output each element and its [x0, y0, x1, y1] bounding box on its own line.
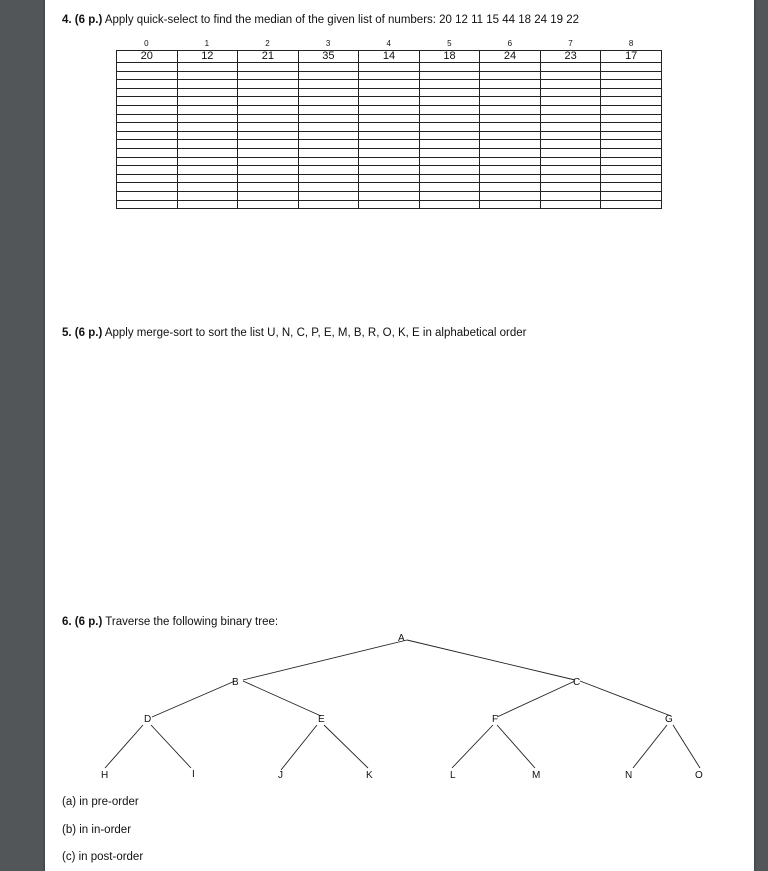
empty-cell: [601, 131, 662, 140]
empty-cell: [117, 97, 178, 106]
table-row: [117, 80, 662, 89]
empty-cell: [540, 131, 601, 140]
empty-cell: [480, 123, 541, 132]
empty-cell: [540, 157, 601, 166]
empty-cell: [177, 88, 238, 97]
empty-cell: [601, 97, 662, 106]
empty-cell: [359, 131, 420, 140]
empty-cell: [359, 191, 420, 200]
empty-cell: [117, 71, 178, 80]
table-row: [117, 174, 662, 183]
empty-cell: [480, 131, 541, 140]
empty-cell: [177, 105, 238, 114]
empty-cell: [238, 71, 299, 80]
empty-cell: [359, 174, 420, 183]
empty-cell: [480, 105, 541, 114]
empty-cell: [177, 97, 238, 106]
q5-points: 6 p: [78, 327, 96, 339]
empty-cell: [419, 157, 480, 166]
empty-cell: [601, 88, 662, 97]
empty-cell: [177, 157, 238, 166]
empty-cell: [540, 200, 601, 209]
table-row: [117, 157, 662, 166]
empty-cell: [298, 191, 359, 200]
table-row: [117, 148, 662, 157]
empty-cell: [480, 80, 541, 89]
question-5-heading: 5. (6 p.) Apply merge-sort to sort the list U, N, C, P, E, M, B, R, O, K, E in alphabetical order: [62, 327, 527, 339]
q6-points: 6 p: [78, 616, 96, 628]
tree-node-n: N: [625, 770, 633, 781]
empty-cell: [601, 191, 662, 200]
empty-cell: [480, 88, 541, 97]
empty-cell: [298, 183, 359, 192]
q4-text: Apply quick-select to find the median of the given list of numbers: 20 12 11 15 44 18 24 19 22: [104, 14, 579, 26]
empty-cell: [359, 88, 420, 97]
table-cell: 21: [238, 51, 299, 63]
empty-cell: [177, 71, 238, 80]
traversal-part-a: (a) in pre-order: [62, 796, 139, 808]
tree-node-k: K: [366, 770, 373, 781]
empty-cell: [359, 105, 420, 114]
empty-cell: [480, 200, 541, 209]
empty-cell: [177, 200, 238, 209]
empty-cell: [117, 131, 178, 140]
empty-cell: [419, 63, 480, 72]
q5-text: Apply merge-sort to sort the list U, N, C, P, E, M, B, R, O, K, E in alphabetical order: [104, 327, 527, 339]
empty-cell: [177, 131, 238, 140]
empty-cell: [238, 105, 299, 114]
index-row: [116, 39, 662, 49]
empty-cell: [238, 174, 299, 183]
empty-cell: [177, 183, 238, 192]
empty-cell: [419, 88, 480, 97]
empty-cell: [540, 148, 601, 157]
empty-cell: [238, 200, 299, 209]
table-row: [117, 97, 662, 106]
empty-cell: [117, 191, 178, 200]
empty-cell: [540, 97, 601, 106]
tree-edge: [673, 725, 700, 768]
tree-node-b: B: [232, 677, 239, 688]
empty-cell: [540, 123, 601, 132]
empty-cell: [359, 148, 420, 157]
tree-node-a: A: [398, 633, 405, 644]
traversal-part-b: (b) in in-order: [62, 824, 132, 836]
empty-cell: [419, 200, 480, 209]
empty-cell: [540, 63, 601, 72]
empty-cell: [298, 123, 359, 132]
index-label: 3: [325, 39, 331, 48]
empty-cell: [480, 63, 541, 72]
empty-cell: [238, 63, 299, 72]
empty-cell: [419, 148, 480, 157]
empty-cell: [359, 166, 420, 175]
tree-edge: [151, 725, 191, 768]
empty-cell: [238, 183, 299, 192]
empty-cell: [298, 71, 359, 80]
empty-cell: [117, 148, 178, 157]
empty-cell: [601, 200, 662, 209]
empty-cell: [601, 140, 662, 149]
empty-cell: [419, 191, 480, 200]
empty-cell: [298, 114, 359, 123]
empty-cell: [359, 97, 420, 106]
empty-cell: [117, 183, 178, 192]
empty-cell: [419, 71, 480, 80]
empty-cell: [480, 174, 541, 183]
empty-cell: [177, 148, 238, 157]
q4-points: 6 p: [78, 14, 96, 26]
q5-number: 5.: [62, 327, 72, 339]
index-label: 4: [386, 39, 391, 48]
empty-cell: [540, 114, 601, 123]
table-cell: 24: [480, 51, 541, 63]
tree-node-c: C: [573, 677, 581, 688]
quickselect-table: [116, 50, 662, 209]
empty-cell: [177, 191, 238, 200]
empty-cell: [601, 71, 662, 80]
tree-edge: [497, 681, 575, 717]
empty-cell: [480, 191, 541, 200]
table-row: [117, 191, 662, 200]
empty-cell: [419, 123, 480, 132]
empty-cell: [601, 63, 662, 72]
empty-cell: [177, 63, 238, 72]
empty-cell: [117, 123, 178, 132]
empty-cell: [238, 80, 299, 89]
empty-cell: [298, 140, 359, 149]
empty-cell: [540, 80, 601, 89]
empty-cell: [177, 80, 238, 89]
table-row: [117, 140, 662, 149]
tree-node-g: G: [665, 714, 673, 725]
empty-cell: [238, 123, 299, 132]
tree-edge: [452, 725, 493, 768]
empty-cell: [177, 174, 238, 183]
empty-cell: [601, 123, 662, 132]
empty-cell: [540, 166, 601, 175]
empty-cell: [480, 71, 541, 80]
table-row: [117, 51, 662, 63]
question-4-heading: 4. (6 p.) Apply quick-select to find the median of the given list of numbers: 20 12 11 15 44 18 24 19 22: [62, 14, 579, 26]
empty-cell: [359, 140, 420, 149]
empty-cell: [298, 131, 359, 140]
q6-text: Traverse the following binary tree:: [105, 616, 279, 628]
empty-cell: [238, 166, 299, 175]
empty-cell: [419, 105, 480, 114]
table-row: [117, 88, 662, 97]
empty-cell: [419, 80, 480, 89]
empty-cell: [298, 166, 359, 175]
tree-edge: [407, 640, 575, 680]
empty-cell: [177, 114, 238, 123]
tree-node-d: D: [144, 714, 152, 725]
empty-cell: [298, 148, 359, 157]
empty-cell: [601, 148, 662, 157]
q4-number: 4.: [62, 14, 72, 26]
empty-cell: [359, 183, 420, 192]
tree-edge: [243, 681, 321, 716]
question-6-heading: 6. (6 p.) Traverse the following binary tree:: [62, 616, 279, 628]
empty-cell: [601, 183, 662, 192]
table-cell: 14: [359, 51, 420, 63]
table-cell: 20: [117, 51, 178, 63]
empty-cell: [480, 183, 541, 192]
empty-cell: [117, 63, 178, 72]
empty-cell: [419, 174, 480, 183]
empty-cell: [419, 114, 480, 123]
table-cell: 18: [419, 51, 480, 63]
table-cell: 12: [177, 51, 238, 63]
tree-node-m: M: [532, 770, 541, 781]
table-row: [117, 123, 662, 132]
tree-edge: [497, 725, 535, 768]
index-label: 7: [568, 39, 573, 48]
empty-cell: [419, 97, 480, 106]
empty-cell: [540, 191, 601, 200]
empty-cell: [359, 200, 420, 209]
tree-edge: [580, 681, 671, 716]
tree-node-l: L: [450, 770, 456, 781]
index-label: 0: [144, 39, 149, 48]
empty-cell: [117, 166, 178, 175]
traversal-part-c: (c) in post-order: [62, 851, 144, 863]
empty-cell: [298, 157, 359, 166]
empty-cell: [238, 191, 299, 200]
tree-node-i: I: [192, 769, 195, 780]
empty-cell: [480, 114, 541, 123]
empty-cell: [238, 148, 299, 157]
tree-edge: [633, 725, 667, 768]
table-row: [117, 183, 662, 192]
empty-cell: [177, 140, 238, 149]
empty-cell: [359, 80, 420, 89]
empty-cell: [298, 63, 359, 72]
empty-cell: [540, 71, 601, 80]
empty-cell: [601, 80, 662, 89]
index-label: 1: [204, 39, 210, 48]
empty-cell: [298, 88, 359, 97]
binary-tree-diagram: [45, 620, 754, 790]
empty-cell: [480, 148, 541, 157]
empty-cell: [298, 80, 359, 89]
empty-cell: [238, 140, 299, 149]
empty-cell: [601, 114, 662, 123]
empty-cell: [540, 105, 601, 114]
tree-node-o: O: [695, 770, 703, 781]
empty-cell: [601, 174, 662, 183]
empty-cell: [419, 183, 480, 192]
empty-cell: [117, 105, 178, 114]
document-page: [45, 0, 754, 871]
empty-cell: [601, 105, 662, 114]
empty-cell: [298, 105, 359, 114]
empty-cell: [419, 140, 480, 149]
tree-edge: [324, 725, 368, 768]
empty-cell: [359, 71, 420, 80]
table-row: [117, 166, 662, 175]
table-cell: 35: [298, 51, 359, 63]
empty-cell: [359, 114, 420, 123]
empty-cell: [298, 174, 359, 183]
tree-edge: [105, 725, 143, 768]
empty-cell: [601, 157, 662, 166]
empty-cell: [238, 131, 299, 140]
index-label: 2: [265, 39, 270, 48]
empty-cell: [117, 114, 178, 123]
empty-cell: [540, 183, 601, 192]
q6-number: 6.: [62, 616, 72, 628]
empty-cell: [177, 123, 238, 132]
tree-edge: [281, 725, 317, 770]
tree-edge: [152, 681, 235, 717]
tree-edge: [243, 640, 407, 680]
empty-cell: [117, 80, 178, 89]
index-label: 6: [507, 39, 513, 48]
empty-cell: [117, 200, 178, 209]
empty-cell: [238, 88, 299, 97]
empty-cell: [117, 88, 178, 97]
tree-node-f: F: [492, 714, 499, 725]
empty-cell: [238, 114, 299, 123]
empty-cell: [238, 157, 299, 166]
empty-cell: [117, 140, 178, 149]
empty-cell: [480, 140, 541, 149]
empty-cell: [177, 166, 238, 175]
table-row: [117, 105, 662, 114]
table-row: [117, 63, 662, 72]
empty-cell: [540, 174, 601, 183]
empty-cell: [419, 131, 480, 140]
table-row: [117, 131, 662, 140]
empty-cell: [480, 157, 541, 166]
empty-cell: [480, 97, 541, 106]
table-row: [117, 71, 662, 80]
index-label: 5: [447, 39, 452, 48]
empty-cell: [117, 157, 178, 166]
empty-cell: [359, 123, 420, 132]
table-cell: 23: [540, 51, 601, 63]
tree-node-e: E: [318, 714, 325, 725]
empty-cell: [419, 166, 480, 175]
empty-cell: [540, 140, 601, 149]
empty-cell: [359, 157, 420, 166]
table-row: [117, 200, 662, 209]
index-label: 8: [628, 39, 634, 48]
empty-cell: [480, 166, 541, 175]
empty-cell: [359, 63, 420, 72]
empty-cell: [601, 166, 662, 175]
empty-cell: [540, 88, 601, 97]
empty-cell: [238, 97, 299, 106]
table-cell: 17: [601, 51, 662, 63]
empty-cell: [117, 174, 178, 183]
tree-node-h: H: [101, 770, 109, 781]
tree-node-j: J: [278, 770, 283, 781]
empty-cell: [298, 97, 359, 106]
table-row: [117, 114, 662, 123]
empty-cell: [298, 200, 359, 209]
